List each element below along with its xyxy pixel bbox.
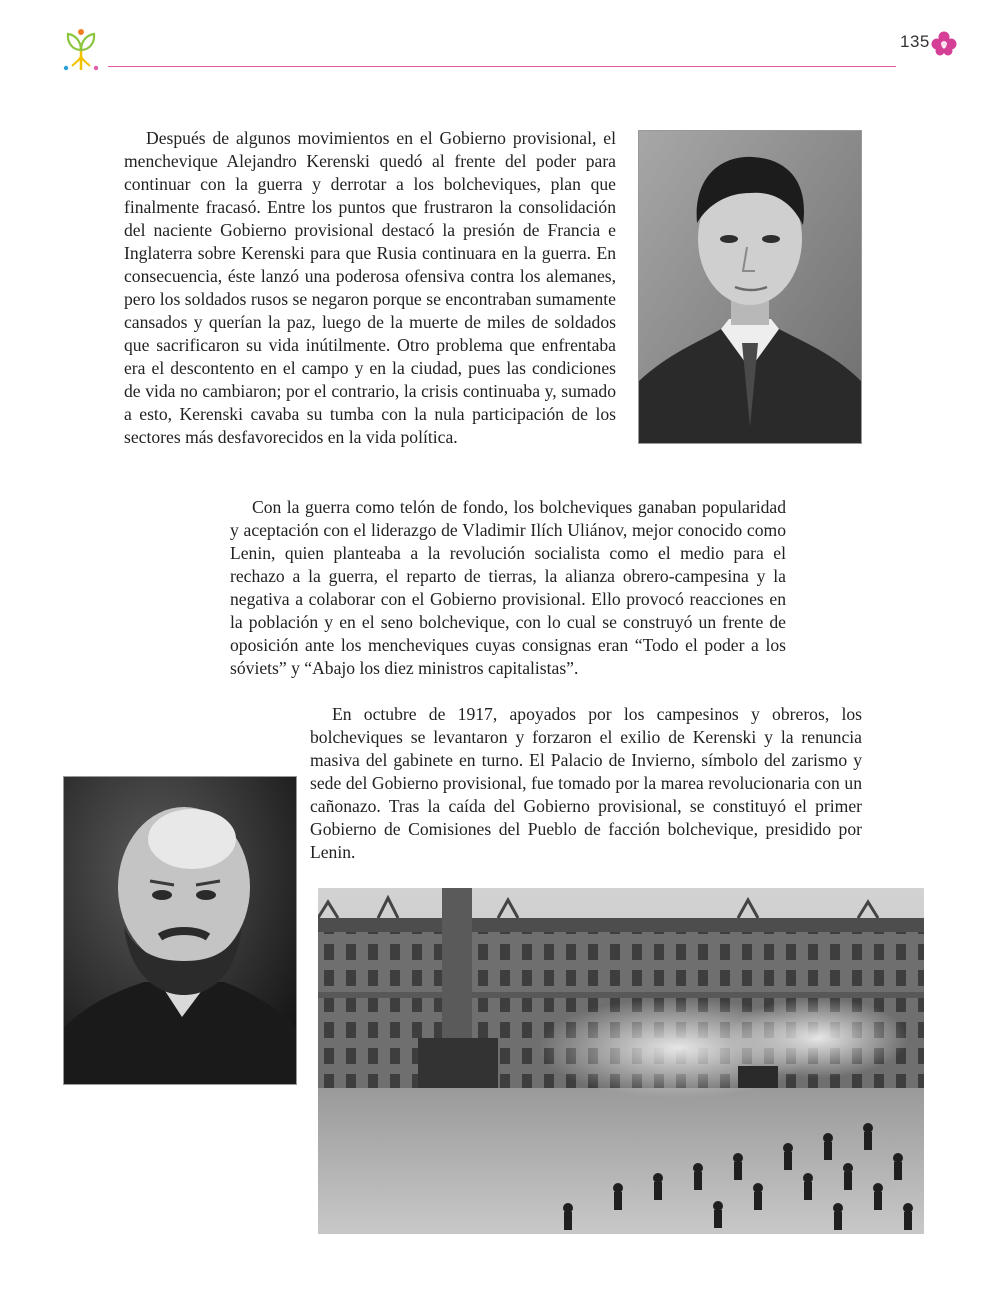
paragraph-october-1917: En octubre de 1917, apoyados por los campesinos y obreros, los bolcheviques se levantaron y forzaron el exilio de Kerenski y la renuncia masiva del gabinete en turno. El Palacio de Invierno, símbolo del zarismo y sede del Gobierno provisional, fue tomado por la marea revolucionaria con un cañonazo. Tras la caída del Gobierno provisional, se constituyó el primer Gobierno de Comisiones del Pueblo de facción bolchevique, presidido por Lenin. — [310, 704, 862, 862]
paragraph-lenin: Con la guerra como telón de fondo, los bolcheviques ganaban popularidad y aceptación con el liderazgo de Vladimir Ilích Uliánov, mejor conocido como Lenin, quien planteaba a la revolución socialista como el medio para el rechazo a la guerra, el reparto de tierras, la alianza obrero-campesina y la negativa a colaborar con el Gobierno provisional. Ello provocó reacciones en la población y en el seno bolchevique, con lo cual se construyó un frente de oposición ante los mencheviques cuyas consignas eran “Todo el poder a los sóviets” y “Abajo los diez ministros capitalistas”. — [230, 497, 786, 678]
flower-ornament-icon — [930, 30, 958, 56]
page-number: 135 — [900, 32, 930, 51]
paragraph-kerenski: Después de algunos movimientos en el Gobierno provisional, el menchevique Alejandro Kerenski quedó al frente del poder para continuar con la guerra y derrotar a los bolcheviques, plan que finalmente fracasó. Entre los puntos que frustraron la consolidación del naciente Gobierno provisional destacó la presión de Francia e Inglaterra sobre Kerenski para que Rusia continuara en la guerra. En consecuencia, éste lanzó una poderosa ofensiva contra los alemanes, pero los soldados rusos se negaron porque se encontraban sumamente cansados y querían la paz, luego de la muerte de miles de soldados que sacrificaron su vida inútilmente. Otro problema que enfrentaba era el descontento en el campo y en la ciudad, pues las condiciones de vida no cambiaron; por el contrario, la crisis continuaba y, sumado a esto, Kerenski cavaba su tumba con la nula participación de los sectores más desfavorecidos en la vida política. — [124, 128, 616, 447]
winter-palace-photo — [318, 888, 924, 1234]
lenin-portrait-photo — [63, 776, 297, 1085]
sprout-logo-icon — [58, 26, 104, 72]
header-rule — [108, 66, 896, 67]
kerensky-portrait-photo — [638, 130, 862, 444]
